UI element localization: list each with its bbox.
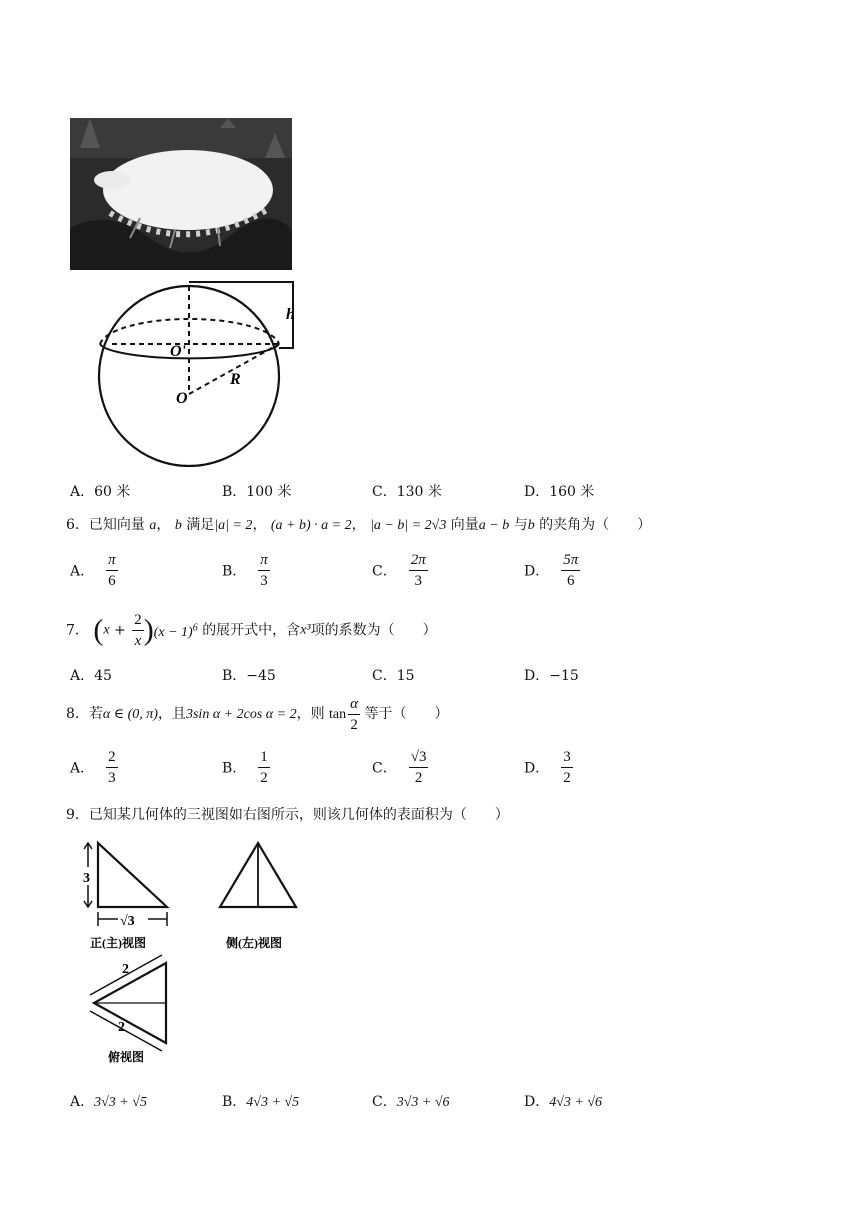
q9-number: 9． xyxy=(66,807,89,823)
front-view-caption: 正(主)视图 xyxy=(90,936,146,950)
q5-option-b[interactable]: B．100 米 xyxy=(222,484,292,500)
top-view xyxy=(90,955,166,1064)
q8-number: 8． xyxy=(66,706,89,722)
q6-condition-1: |a| = 2 xyxy=(214,518,253,533)
q8-option-b[interactable]: B． $\frac{1}{2}$ xyxy=(222,749,268,786)
three-view-diagram xyxy=(70,835,320,1065)
q8-stem: 8．若α ∈ (0, π)，且3sin α + 2cos α = 2，则 tan $\frac{\alpha}{2}$ 等于（ ） xyxy=(66,695,449,733)
q6-number: 6． xyxy=(66,517,89,533)
q9-stem: 9．已知某几何体的三视图如右图所示，则该几何体的表面积为（ ） xyxy=(66,807,509,823)
vector-b: b xyxy=(174,518,182,533)
top-edge-lower-label: 2 xyxy=(118,1020,125,1035)
q7-option-c[interactable]: C．15 xyxy=(372,668,415,684)
q5-option-d[interactable]: D．160 米 xyxy=(524,484,595,500)
q7-term: x³ xyxy=(300,622,311,638)
q6-option-a[interactable]: A． $\frac{\pi}{6}$ xyxy=(70,552,116,589)
q9-option-b[interactable]: B．4√3 + √5 xyxy=(222,1094,300,1110)
q7-option-d[interactable]: D．−15 xyxy=(524,668,579,684)
q6-condition-3: |a − b| = 2√3 xyxy=(370,518,447,533)
height-label: h xyxy=(286,306,295,323)
q5-option-a[interactable]: A．60 米 xyxy=(70,484,131,500)
q9-option-a[interactable]: A．3√3 + √5 xyxy=(70,1094,147,1110)
q8-condition-1: α ∈ (0, π) xyxy=(102,707,158,722)
side-view xyxy=(220,843,296,950)
q6-option-c[interactable]: C． $\frac{2\pi}{3}$ xyxy=(372,552,426,589)
q8-option-a[interactable]: A． $\frac{2}{3}$ xyxy=(70,749,116,786)
center-o-prime-label: O' xyxy=(170,343,186,360)
q6-condition-2: (a + b) · a = 2 xyxy=(270,518,352,533)
sphere-diagram xyxy=(90,272,310,467)
q7-option-b[interactable]: B．−45 xyxy=(222,668,276,684)
front-view xyxy=(82,843,167,950)
q6-option-b[interactable]: B． $\frac{\pi}{3}$ xyxy=(222,552,268,589)
q7-stem: 7． (x + $\frac{2}{x}$ )$(x - 1)^6$ 的展开式中，含x³项的系数为（ ） xyxy=(66,611,437,649)
center-o-label: O xyxy=(176,390,188,407)
radius-label: R xyxy=(230,371,241,388)
top-edge-upper-label: 2 xyxy=(122,962,129,977)
q6-options xyxy=(0,551,860,595)
side-view-caption: 侧(左)视图 xyxy=(226,936,282,950)
q7-number: 7． xyxy=(66,622,89,639)
q6-stem: 6．已知向量 a， b 满足|a| = 2， (a + b) · a = 2， |a − b| = 2√3 向量a − b 与b 的夹角为（ ） xyxy=(66,517,652,533)
q9-option-c[interactable]: C．3√3 + √6 xyxy=(372,1094,450,1110)
q6-vector-expr: a − b xyxy=(478,518,510,533)
front-height-label: 3 xyxy=(83,871,90,886)
q7-option-a[interactable]: A．45 xyxy=(70,668,112,684)
vector-a: a xyxy=(149,518,157,533)
q8-condition-2: 3sin α + 2cos α = 2 xyxy=(185,707,297,722)
q9-option-d[interactable]: D．4√3 + √6 xyxy=(524,1094,603,1110)
q8-option-c[interactable]: C． $\frac{√3}{2}$ xyxy=(372,749,427,786)
telescope-photo xyxy=(70,118,292,270)
q8-option-d[interactable]: D． $\frac{3}{2}$ xyxy=(524,749,571,786)
q6-option-d[interactable]: D． $\frac{5\pi}{6}$ xyxy=(524,552,579,589)
q5-option-c[interactable]: C．130 米 xyxy=(372,484,442,500)
q8-options xyxy=(0,748,860,792)
front-width-label: √3 xyxy=(120,914,135,929)
top-view-caption: 俯视图 xyxy=(108,1050,145,1064)
